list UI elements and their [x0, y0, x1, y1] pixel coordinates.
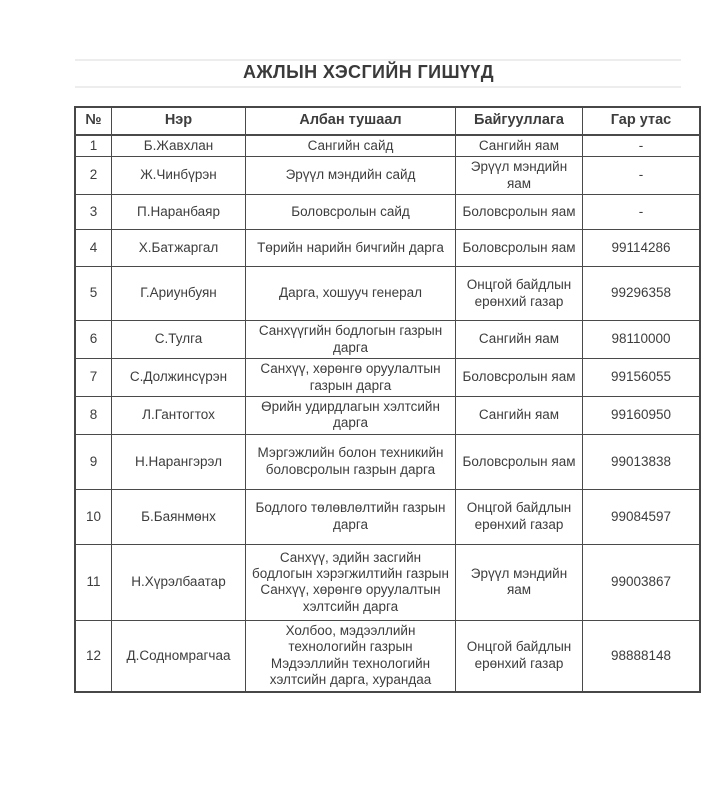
cell-name: Л.Гантогтох — [112, 397, 246, 435]
table-row — [75, 489, 700, 544]
cell-name: Г.Ариунбуян — [112, 267, 246, 321]
cell-position: Боловсролын сайд — [246, 195, 456, 230]
cell-num: 1 — [75, 135, 112, 157]
cell-position: Санхүүгийн бодлогын газрын дарга — [246, 321, 456, 359]
table-row — [75, 195, 700, 230]
cell-phone: - — [583, 157, 701, 195]
header-num: № — [75, 107, 112, 135]
cell-num: 11 — [75, 544, 112, 620]
cell-name: С.Должинсүрэн — [112, 359, 246, 397]
cell-position: Эрүүл мэндийн сайд — [246, 157, 456, 195]
table-row — [75, 544, 700, 620]
cell-organization: Онцгой байдлын ерөнхий газар — [456, 267, 583, 321]
table-row — [75, 434, 700, 489]
cell-phone: 99114286 — [583, 230, 701, 267]
cell-num: 3 — [75, 195, 112, 230]
cell-position: Сангийн сайд — [246, 135, 456, 157]
table-row — [75, 359, 700, 397]
cell-name: С.Тулга — [112, 321, 246, 359]
cell-num: 4 — [75, 230, 112, 267]
cell-position: Өрийн удирдлагын хэлтсийн дарга — [246, 397, 456, 435]
cell-phone: 99084597 — [583, 489, 701, 544]
cell-position: Төрийн нарийн бичгийн дарга — [246, 230, 456, 267]
cell-num: 10 — [75, 489, 112, 544]
cell-num: 6 — [75, 321, 112, 359]
cell-position: Санхүү, хөрөнгө оруулалтын газрын дарга — [246, 359, 456, 397]
cell-phone: 99156055 — [583, 359, 701, 397]
cell-name: Х.Батжаргал — [112, 230, 246, 267]
cell-num: 12 — [75, 620, 112, 691]
scan-artifact-line — [75, 86, 681, 88]
cell-organization: Эрүүл мэндийн яам — [456, 544, 583, 620]
cell-organization: Боловсролын яам — [456, 359, 583, 397]
cell-name: Ж.Чинбүрэн — [112, 157, 246, 195]
table-row — [75, 397, 700, 435]
cell-phone: 98888148 — [583, 620, 701, 691]
header-organization: Байгууллага — [456, 107, 583, 135]
table-row — [75, 157, 700, 195]
table-row — [75, 135, 700, 157]
cell-name: П.Наранбаяр — [112, 195, 246, 230]
cell-organization: Сангийн яам — [456, 135, 583, 157]
cell-organization: Онцгой байдлын ерөнхий газар — [456, 489, 583, 544]
cell-organization: Эрүүл мэндийн яам — [456, 157, 583, 195]
cell-name: Н.Нарангэрэл — [112, 434, 246, 489]
cell-organization: Боловсролын яам — [456, 230, 583, 267]
cell-name: Б.Баянмөнх — [112, 489, 246, 544]
cell-organization: Сангийн яам — [456, 397, 583, 435]
cell-num: 5 — [75, 267, 112, 321]
cell-phone: - — [583, 195, 701, 230]
table-body — [75, 135, 700, 692]
cell-phone: 99296358 — [583, 267, 701, 321]
header-phone: Гар утас — [583, 107, 701, 135]
cell-position: Санхүү, эдийн засгийн бодлогын хэрэгжилтийн газрын Санхүү, хөрөнгө оруулалтын хэлтсийн дарга — [246, 544, 456, 620]
table-row — [75, 321, 700, 359]
cell-organization: Сангийн яам — [456, 321, 583, 359]
table-row — [75, 620, 700, 691]
scan-artifact-line — [75, 59, 681, 61]
cell-name: Б.Жавхлан — [112, 135, 246, 157]
cell-position: Дарга, хошууч генерал — [246, 267, 456, 321]
cell-phone: 99003867 — [583, 544, 701, 620]
cell-num: 9 — [75, 434, 112, 489]
cell-num: 8 — [75, 397, 112, 435]
cell-phone: 99013838 — [583, 434, 701, 489]
cell-num: 7 — [75, 359, 112, 397]
cell-organization: Боловсролын яам — [456, 195, 583, 230]
table-header-row — [75, 107, 700, 135]
table-row — [75, 230, 700, 267]
document-title: АЖЛЫН ХЭСГИЙН ГИШҮҮД — [242, 62, 495, 82]
cell-phone: - — [583, 135, 701, 157]
cell-num: 2 — [75, 157, 112, 195]
cell-organization: Боловсролын яам — [456, 434, 583, 489]
cell-phone: 98110000 — [583, 321, 701, 359]
cell-phone: 99160950 — [583, 397, 701, 435]
cell-position: Холбоо, мэдээллийн технологийн газрын Мэдээллийн технологийн хэлтсийн дарга, хурандаа — [246, 620, 456, 691]
header-name: Нэр — [112, 107, 246, 135]
cell-organization: Онцгой байдлын ерөнхий газар — [456, 620, 583, 691]
cell-position: Бодлого төлөвлөлтийн газрын дарга — [246, 489, 456, 544]
members-table — [74, 106, 701, 693]
table-row — [75, 267, 700, 321]
cell-name: Н.Хүрэлбаатар — [112, 544, 246, 620]
cell-name: Д.Содномрагчаа — [112, 620, 246, 691]
header-position: Албан тушаал — [246, 107, 456, 135]
cell-position: Мэргэжлийн болон техникийн боловсролын газрын дарга — [246, 434, 456, 489]
